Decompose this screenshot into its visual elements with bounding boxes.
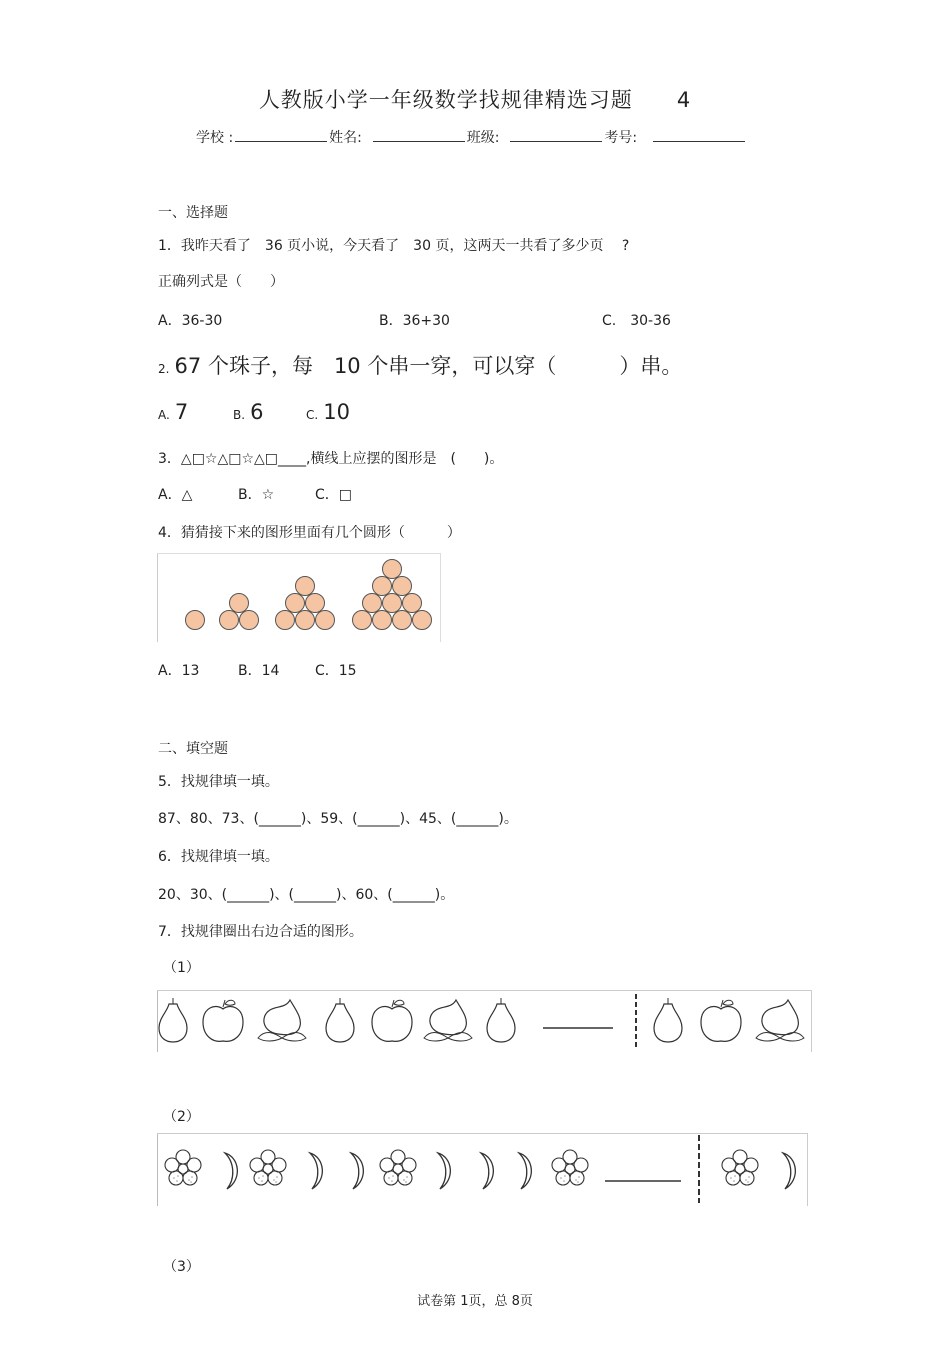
flower-moon-figure (157, 1133, 808, 1206)
q1-option-c[interactable]: C. 30-36 (602, 313, 671, 329)
class-blank[interactable] (510, 129, 602, 142)
fruit-pattern-image (157, 990, 812, 1052)
name-label: 姓名: (329, 130, 362, 146)
name-blank[interactable] (373, 129, 465, 142)
q4-option-a[interactable]: A．13 (158, 663, 200, 679)
title-number: 4 (676, 88, 692, 112)
q4-option-b[interactable]: B．14 (238, 663, 280, 679)
option-value: 7 (174, 400, 189, 424)
page-title (0, 84, 950, 114)
question-text: 找规律圈出右边合适的图形。 (180, 924, 363, 940)
q1-option-a[interactable]: A．36-30 (158, 313, 223, 329)
question-text: △□☆△□☆△□____,横线上应摆的图形是 ( )。 (180, 451, 504, 467)
question-text: 我昨天看了 36 页小说，今天看了 30 页，这两天一共看了多少页 ? (180, 238, 630, 254)
question-3 (158, 448, 503, 468)
option-letter: B. (233, 408, 246, 422)
question-5-sequence[interactable]: 87、80、73、(______)、59、(______)、45、(______)。 (158, 811, 518, 827)
question-number: 5． (158, 774, 181, 790)
circle-triangle-figure (157, 553, 441, 642)
question-number: 2. (158, 362, 170, 376)
question-6 (158, 846, 279, 866)
class-label: 班级: (466, 130, 500, 146)
question-number: 3． (158, 451, 181, 467)
q2-option-b[interactable] (233, 400, 264, 424)
question-1-sub: 正确列式是（ ） (158, 274, 284, 290)
option-value: 6 (250, 400, 264, 424)
question-text: 找规律填一填。 (180, 849, 279, 865)
question-text: 67 个珠子，每 10 个串一穿，可以穿（ ）串。 (174, 354, 683, 378)
question-2 (158, 350, 682, 380)
section-heading-choice: 一、选择题 (158, 205, 228, 221)
question-4 (158, 522, 461, 542)
option-value: 10 (323, 400, 351, 424)
question-5 (158, 771, 279, 791)
section-heading-fill: 二、填空题 (158, 741, 228, 757)
q4-option-c[interactable]: C．15 (315, 663, 357, 679)
page-footer: 试卷第 1页，总 8页 (417, 1294, 533, 1309)
question-text: 找规律填一填。 (180, 774, 279, 790)
q7-part-2-label: （2） (163, 1109, 200, 1125)
question-number: 4． (158, 525, 181, 541)
q1-option-b[interactable]: B．36+30 (379, 313, 450, 329)
option-letter: A. (158, 408, 170, 422)
q3-option-a[interactable]: A．△ (158, 487, 193, 503)
flower-moon-image (157, 1133, 808, 1206)
question-1 (158, 235, 629, 255)
question-6-sequence[interactable]: 20、30、(______)、(______)、60、(______)。 (158, 887, 455, 903)
q7-part-1-label: （1） (163, 960, 200, 976)
student-info-line (196, 127, 747, 147)
school-label: 学校 : (196, 130, 234, 146)
exam-no-label: 考号: (604, 130, 638, 146)
title-text: 人教版小学一年级数学找规律精选习题 (258, 88, 633, 112)
school-blank[interactable] (235, 129, 327, 142)
option-letter: C. (306, 408, 319, 422)
question-number: 7． (158, 924, 181, 940)
question-number: 6． (158, 849, 181, 865)
question-text: 猜猜接下来的图形里面有几个圆形（ ） (180, 525, 461, 541)
q3-option-c[interactable]: C．□ (315, 487, 353, 503)
q3-option-b[interactable]: B．☆ (238, 487, 275, 503)
q2-option-a[interactable] (158, 400, 188, 424)
question-7 (158, 921, 363, 941)
circle-pattern-image (157, 553, 441, 642)
fruit-pattern-figure (157, 990, 812, 1052)
exam-no-blank[interactable] (653, 129, 745, 142)
question-number: 1． (158, 238, 181, 254)
q2-option-c[interactable] (306, 400, 350, 424)
q7-part-3-label: （3） (163, 1259, 200, 1275)
